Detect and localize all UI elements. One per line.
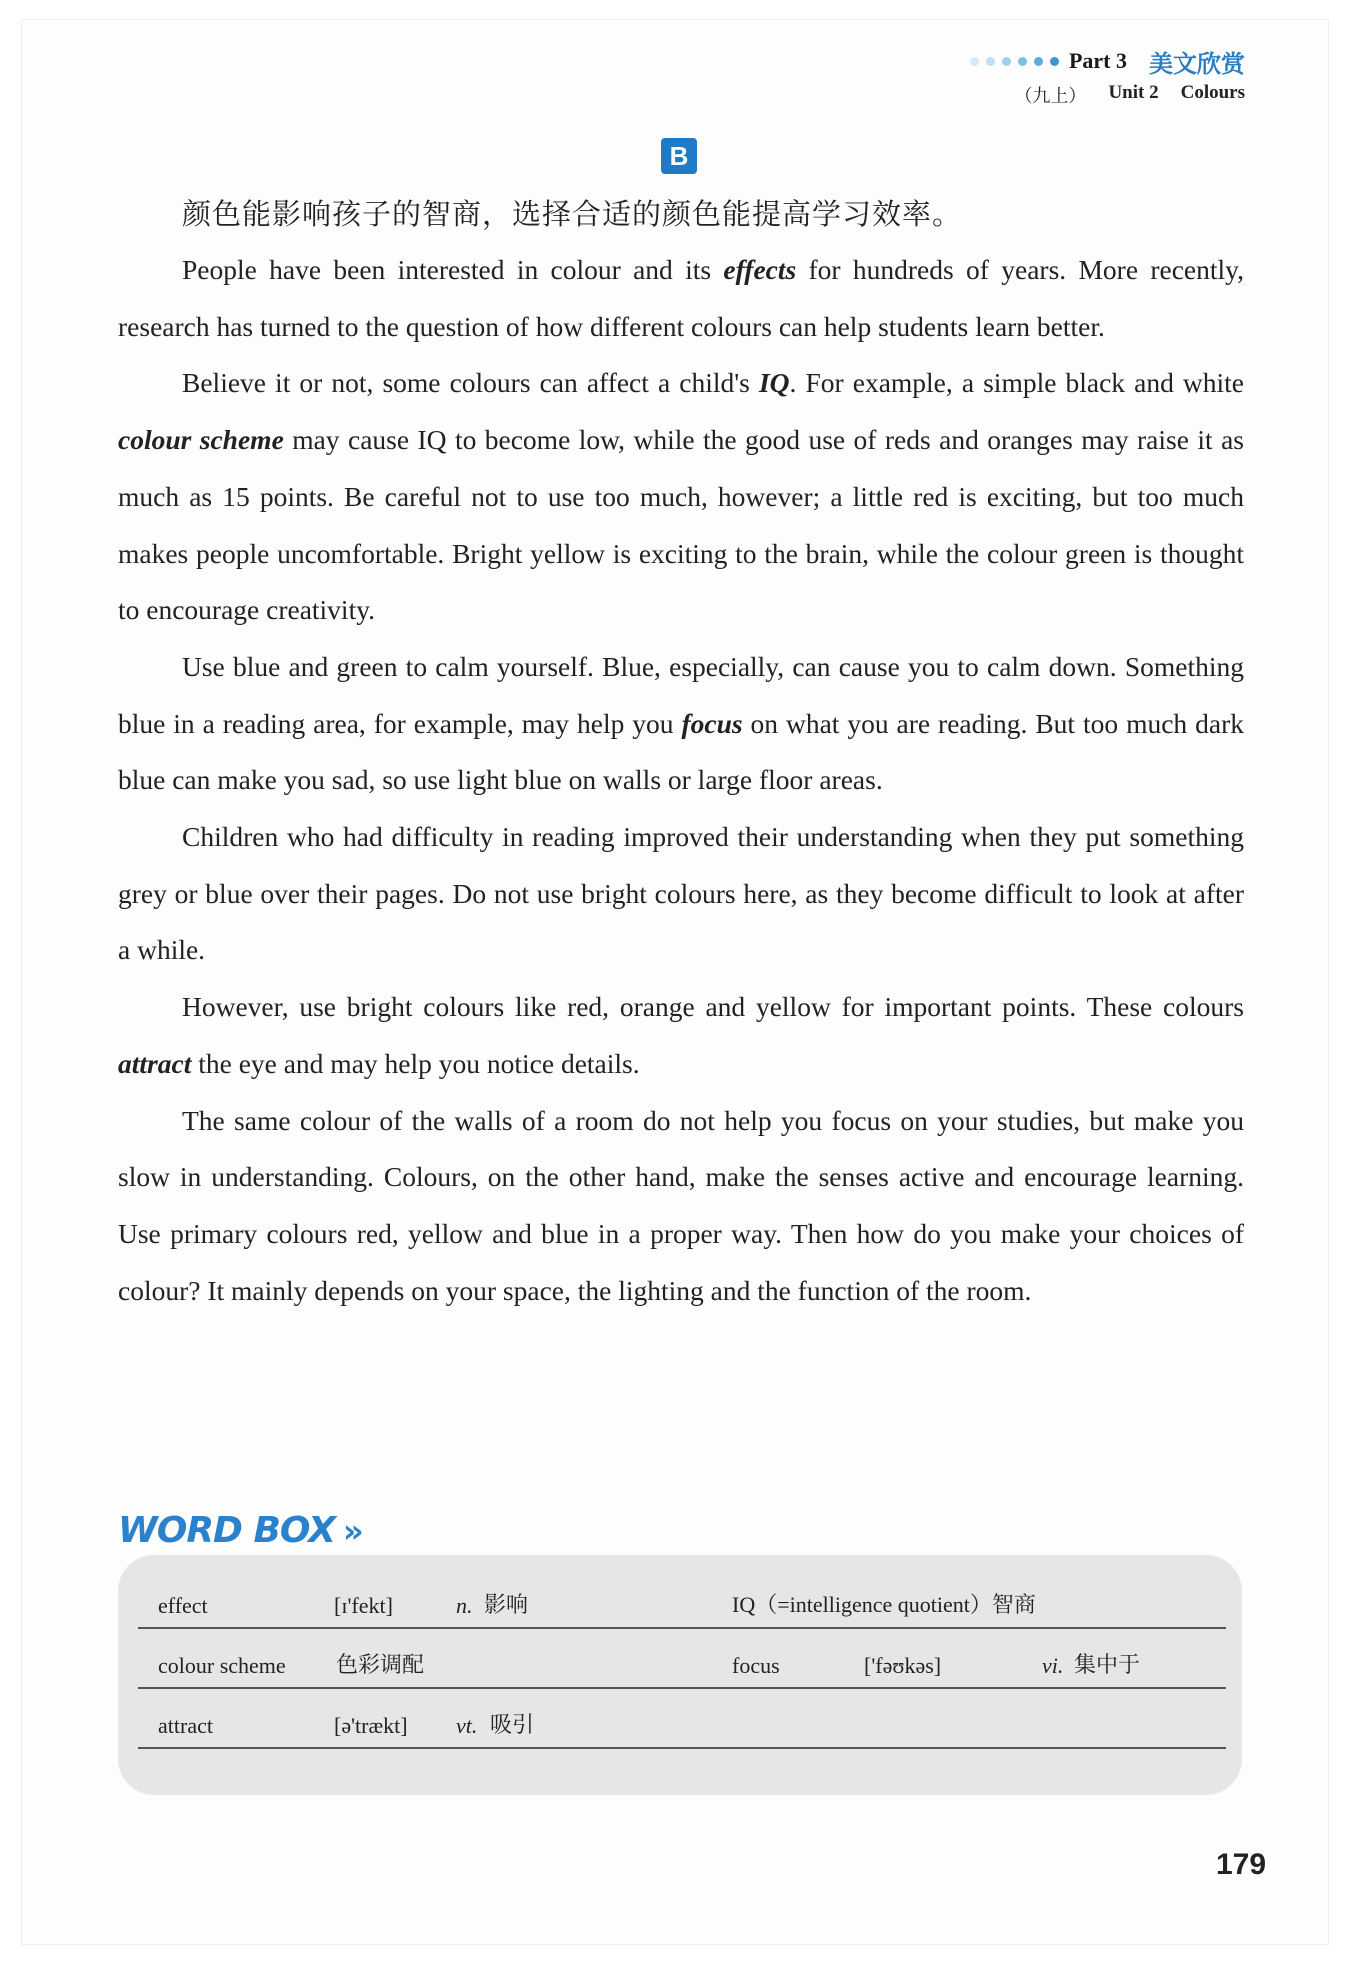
grade-label: （九上）: [1014, 86, 1087, 107]
text-run: on what you are reading. But too much dark blue can make you sad, so use light blue on walls or large floor areas.: [118, 707, 1244, 796]
text-run: People have been interested in colour and its: [182, 254, 724, 285]
text-run: Use blue and green to calm yourself. Blue, especially, can cause you to calm down. Something blue in a reading area, for example, may help you: [118, 650, 1244, 739]
keyword-attract: attract: [118, 1047, 192, 1079]
article-subtitle: 颜色能影响孩子的智商，选择合适的颜色能提高学习效率。: [182, 197, 963, 231]
dot-icon: [1018, 57, 1027, 66]
decorative-dots: [970, 57, 1059, 66]
keyword-effects: effects: [723, 254, 797, 285]
keyword-focus: focus: [681, 707, 743, 739]
running-header: [970, 44, 1245, 108]
phonetic: [ə'trækt]: [334, 1713, 408, 1738]
text-run: may cause IQ to become low, while the good use of reds and oranges may raise it as much as 15 points. Be careful not to use too much, however; a little red is exciting, but too much makes people uncomfortable. Bright yellow is exciting to the brain, while the colour green is thought to encourage creativity.: [118, 424, 1244, 626]
word: colour scheme: [158, 1653, 286, 1678]
dot-icon: [970, 57, 979, 66]
dot-icon: [1050, 57, 1059, 66]
paragraph-6: The same colour of the walls of a room do not help you focus on your studies, but make you slow in understanding. Colours, on the other hand, make the senses active and encourage learning. Use primary colours red, yellow and blue in a proper way. Then how do you make your choices of colour? It mainly depends on your space, the lighting and the function of the room.: [118, 1104, 1244, 1306]
dot-icon: [1034, 57, 1043, 66]
text-run: the eye and may help you notice details.: [191, 1047, 640, 1079]
keyword-iq: IQ: [758, 367, 790, 399]
meaning: 影响: [484, 1593, 529, 1618]
section-badge: B: [661, 138, 697, 174]
part-label: Part 3: [1068, 48, 1127, 73]
paragraph-5: [118, 979, 1244, 1092]
double-chevron-icon: »: [342, 1512, 363, 1550]
word-box-row: [138, 1627, 1226, 1689]
unit-title: Colours: [1180, 82, 1245, 103]
phonetic: [ɪ'fekt]: [334, 1593, 393, 1618]
meaning: 色彩调配: [336, 1653, 425, 1678]
phonetic-2: ['fəʊkəs]: [864, 1653, 942, 1678]
paragraph-1: [118, 242, 1244, 355]
article: [118, 186, 1244, 1319]
meaning-2: 集中于: [1074, 1653, 1141, 1678]
word-box-title-text: WORD BOX: [118, 1510, 335, 1551]
paragraph-3: [118, 639, 1244, 809]
part-title: 美文欣赏: [1149, 49, 1245, 78]
page-number: 179: [1216, 1848, 1267, 1881]
word-2: IQ（=intelligence quotient）智商: [732, 1592, 1036, 1617]
text-run: for hundreds of years. More recently, research has turned to the question of how different colours can help students learn better.: [118, 254, 1244, 342]
part-of-speech: vt.: [456, 1713, 478, 1738]
word-box-row: [138, 1687, 1226, 1749]
part-of-speech: n.: [456, 1593, 473, 1618]
text-run: However, use bright colours like red, orange and yellow for important points. These colours: [182, 991, 1244, 1023]
text-run: Believe it or not, some colours can affect a child's: [182, 367, 759, 399]
dot-icon: [1002, 57, 1011, 66]
dot-icon: [986, 57, 995, 66]
paragraph-4: Children who had difficulty in reading improved their understanding when they put something grey or blue over their pages. Do not use bright colours here, as they become difficult to look at after a while.: [118, 821, 1244, 966]
word: effect: [158, 1593, 208, 1618]
word: attract: [158, 1713, 213, 1738]
word-2: focus: [732, 1653, 780, 1678]
word-box-title: [118, 1510, 363, 1551]
word-box-row: [138, 1567, 1226, 1629]
part-of-speech-2: vi.: [1042, 1653, 1064, 1678]
keyword-colour-scheme: colour scheme: [118, 424, 284, 456]
meaning: 吸引: [490, 1713, 535, 1738]
unit-label: Unit 2: [1108, 82, 1159, 103]
text-run: . For example, a simple black and white: [789, 367, 1244, 399]
word-box: [118, 1555, 1242, 1795]
paragraph-2: [118, 355, 1244, 639]
